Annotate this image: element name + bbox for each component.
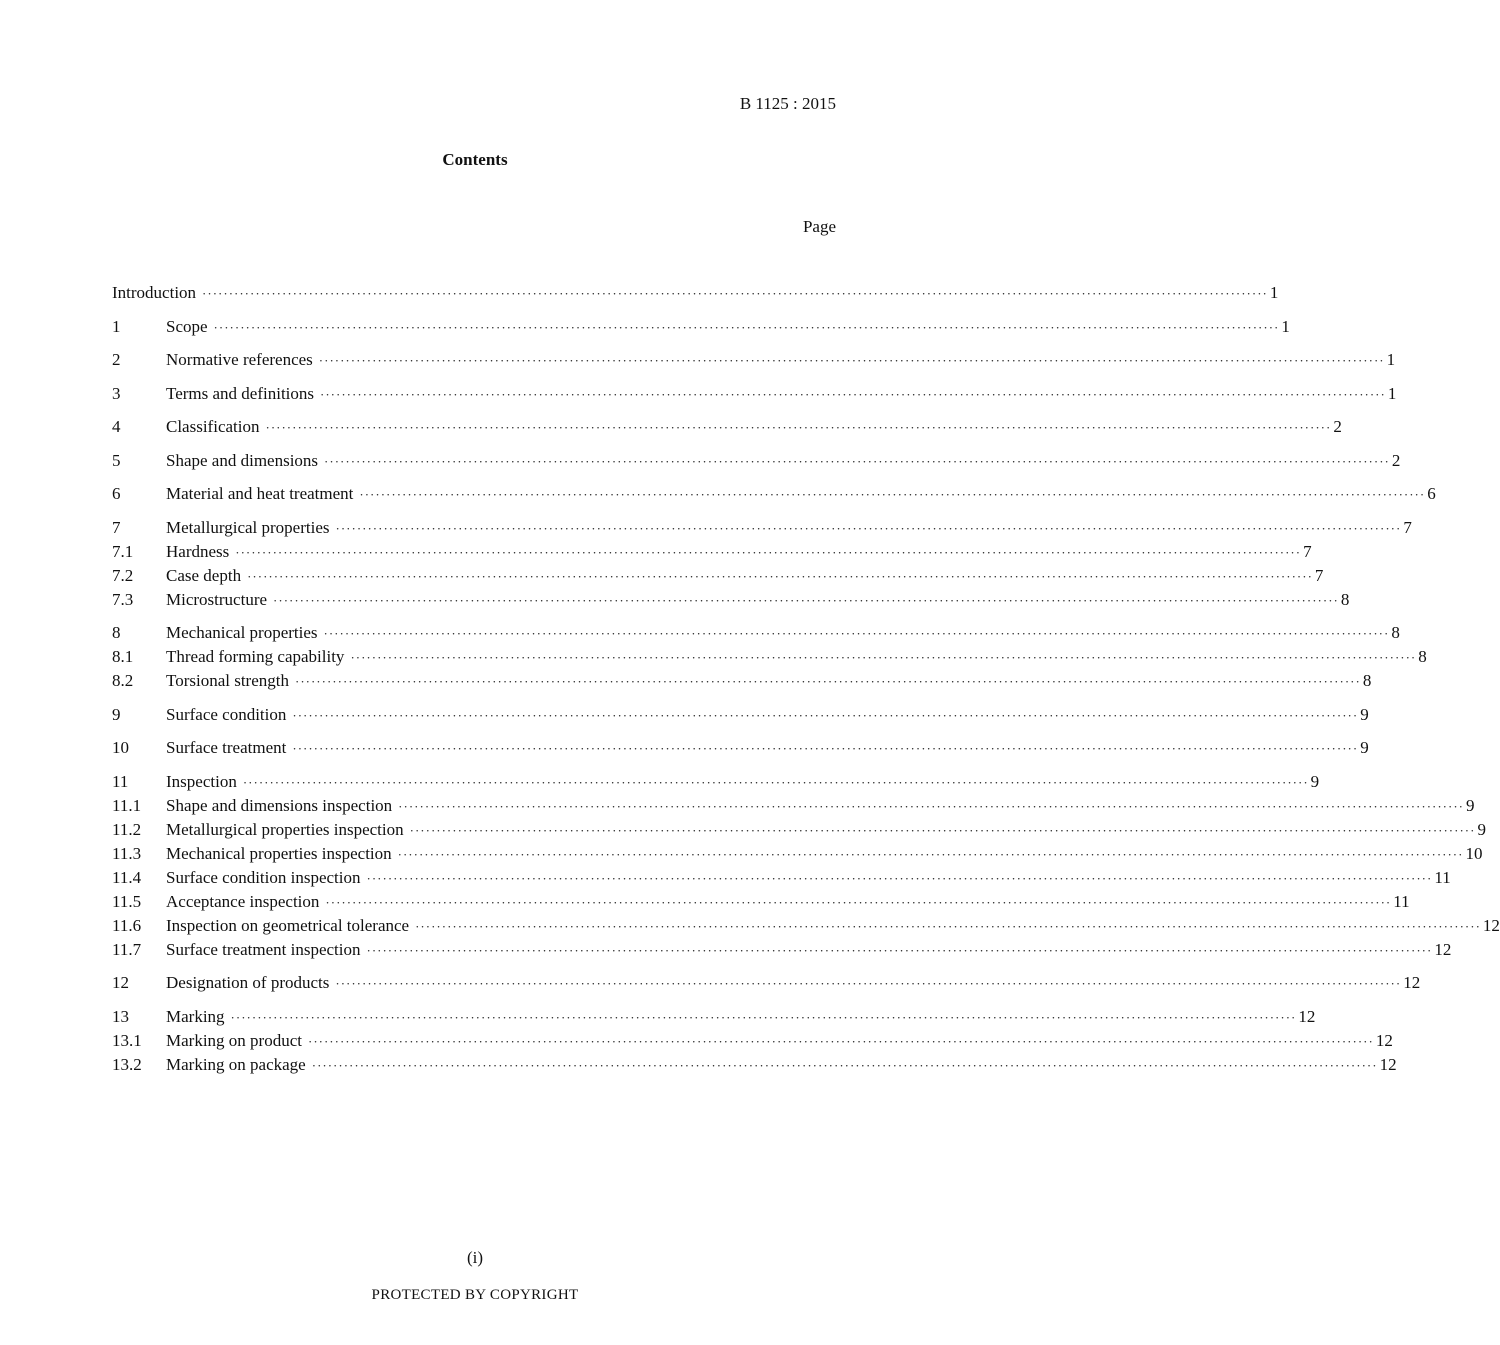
toc-entry-page: 1	[1269, 283, 1279, 302]
toc-entry-number: 1	[112, 316, 121, 336]
toc-entry-title: Acceptance inspection	[166, 891, 320, 911]
toc-entry-title: Microstructure	[166, 589, 268, 609]
toc-entry[interactable]	[112, 669, 1372, 693]
toc-entry[interactable]	[112, 540, 1312, 564]
toc-entry-title: Shape and dimensions inspection	[166, 795, 393, 815]
toc-entry-page: 7	[1403, 517, 1412, 537]
toc-entry-number: 7	[112, 517, 121, 537]
toc-entry-title: Surface treatment inspection	[166, 939, 361, 959]
toc-entry[interactable]	[112, 842, 1483, 866]
toc-leader-dots: ········································································································································································································	[335, 520, 1402, 536]
toc-entry-page: 8	[1340, 589, 1350, 609]
toc-entry[interactable]	[112, 348, 1396, 372]
toc-entry-title: Designation of products	[166, 973, 330, 992]
toc-entry[interactable]	[112, 1053, 1397, 1077]
toc-entry-page: 8	[1391, 623, 1400, 642]
toc-entry-number: 5	[112, 450, 121, 470]
toc-leader-dots: ········································································································································································································	[325, 894, 1392, 910]
toc-entry[interactable]	[112, 1029, 1393, 1053]
toc-entry-number: 11.5	[112, 891, 142, 911]
page-column-label: Page	[802, 217, 836, 236]
toc-leader-dots: ········································································································································································································	[409, 822, 1476, 838]
toc-leader-dots: ········································································································································································································	[366, 870, 1433, 886]
toc-leader-dots: ········································································································································································································	[273, 592, 1339, 608]
toc-leader-dots: ········································································································································································································	[230, 1009, 1297, 1025]
toc-entry-title: Metallurgical properties inspection	[166, 819, 404, 839]
toc-entry-number: 8.1	[112, 647, 134, 666]
toc-entry-number: 7.1	[112, 541, 134, 561]
toc-leader-dots: ········································································································································································································	[202, 286, 1268, 301]
toc-entry-page: 12	[1375, 1030, 1393, 1050]
toc-entry-number: 13	[112, 1006, 129, 1026]
toc-entry-title: Shape and dimensions	[166, 450, 319, 470]
toc-entry[interactable]	[112, 770, 1320, 794]
toc-leader-dots: ········································································································································································································	[350, 650, 1417, 665]
toc-entry-title: Terms and definitions	[166, 383, 315, 403]
toc-leader-dots: ········································································································································································································	[324, 453, 1390, 469]
toc-entry-number: 10	[112, 738, 129, 757]
toc-entry-title: Metallurgical properties	[166, 517, 330, 537]
contents-title: Contents	[442, 150, 508, 169]
toc-entry-number: 11.2	[112, 819, 142, 839]
toc-entry-page: 12	[1482, 915, 1500, 935]
toc-entry-number: 8	[112, 623, 121, 642]
toc-entry[interactable]	[112, 794, 1475, 818]
toc-entry-number: 13.2	[112, 1054, 142, 1074]
footer-page-number: (i)	[466, 1248, 484, 1267]
toc-entry-number: 9	[112, 704, 121, 724]
toc-leader-dots: ········································································································································································································	[398, 798, 1464, 814]
toc-entry[interactable]	[112, 645, 1427, 669]
toc-entry-page: 12	[1434, 939, 1452, 959]
toc-entry-title: Case depth	[166, 565, 242, 585]
toc-entry-page: 7	[1314, 565, 1324, 585]
toc-entry[interactable]	[112, 971, 1421, 995]
toc-leader-dots: ········································································································································································································	[359, 487, 1426, 502]
toc-leader-dots: ········································································································································································································	[397, 846, 1464, 862]
toc-entry-page: 1	[1281, 316, 1290, 336]
toc-entry[interactable]	[112, 415, 1342, 439]
toc-entry[interactable]	[112, 315, 1290, 339]
toc-entry-title: Classification	[166, 417, 260, 436]
toc-entry-page: 1	[1386, 350, 1396, 369]
toc-entry-page: 2	[1391, 450, 1401, 470]
toc-leader-dots: ········································································································································································································	[235, 544, 1302, 560]
toc-entry[interactable]	[112, 914, 1500, 938]
toc-leader-dots: ········································································································································································································	[292, 707, 1359, 723]
toc-entry-page: 12	[1403, 973, 1421, 992]
toc-entry-page: 6	[1427, 484, 1436, 503]
toc-entry[interactable]	[112, 281, 1279, 305]
toc-entry-page: 9	[1310, 771, 1320, 791]
toc-entry-title: Thread forming capability	[166, 647, 345, 666]
toc-entry-number: 11	[112, 771, 129, 791]
toc-entry-title: Introduction	[112, 283, 197, 302]
toc-entry[interactable]	[112, 588, 1350, 612]
toc-entry[interactable]	[112, 449, 1401, 473]
toc-entry-title: Scope	[166, 316, 208, 336]
footer-copyright: PROTECTED BY COPYRIGHT	[371, 1287, 579, 1303]
toc-entry-number: 11.1	[112, 795, 142, 815]
toc-entry[interactable]	[112, 1005, 1316, 1029]
toc-entry-page: 7	[1303, 541, 1312, 561]
toc-entry-title: Marking	[166, 1006, 225, 1026]
toc-entry-title: Surface condition inspection	[166, 867, 361, 887]
toc-entry[interactable]	[112, 382, 1397, 406]
toc-entry-title: Surface condition	[166, 704, 287, 724]
toc-entry-title: Material and heat treatment	[166, 484, 354, 503]
toc-entry-title: Surface treatment	[166, 738, 287, 757]
toc-entry-page: 12	[1379, 1054, 1397, 1074]
toc-entry-title: Inspection on geometrical tolerance	[166, 915, 410, 935]
toc-entry-page: 2	[1333, 417, 1342, 436]
toc-entry-page: 11	[1434, 867, 1451, 887]
toc-entry-page: 9	[1477, 819, 1486, 839]
toc-entry-title: Normative references	[166, 350, 313, 369]
toc-leader-dots: ········································································································································································································	[294, 674, 1361, 689]
toc-entry-title: Marking on package	[166, 1054, 306, 1074]
toc-entry[interactable]	[112, 938, 1452, 962]
toc-entry-number: 11.7	[112, 939, 142, 959]
toc-entry-title: Inspection	[166, 771, 237, 791]
document-id: B 1125 : 2015	[739, 94, 836, 113]
toc-entry-number: 11.4	[112, 867, 142, 887]
toc-entry-number: 7.2	[112, 565, 134, 585]
toc-entry-number: 6	[112, 484, 121, 503]
toc-entry-page: 9	[1360, 738, 1369, 757]
toc-entry[interactable]	[112, 736, 1369, 760]
toc-entry-title: Hardness	[166, 541, 230, 561]
toc-leader-dots: ········································································································································································································	[247, 568, 1313, 584]
toc-entry-number: 3	[112, 383, 121, 403]
toc-entry-page: 8	[1362, 671, 1372, 690]
toc-entry-number: 4	[112, 417, 121, 436]
toc-leader-dots: ········································································································································································································	[242, 774, 1309, 790]
toc-entry[interactable]	[112, 866, 1451, 890]
toc-entry[interactable]	[112, 621, 1400, 645]
toc-leader-dots: ········································································································································································································	[311, 1057, 1378, 1073]
toc-entry-page: 10	[1465, 843, 1483, 863]
table-of-contents	[112, 281, 1500, 1077]
toc-entry[interactable]	[112, 482, 1436, 506]
toc-leader-dots: ········································································································································································································	[415, 918, 1481, 934]
toc-leader-dots: ········································································································································································································	[335, 976, 1402, 991]
toc-entry-number: 8.2	[112, 671, 134, 690]
toc-leader-dots: ········································································································································································································	[307, 1033, 1374, 1049]
toc-entry-page: 9	[1466, 795, 1475, 815]
toc-entry-page: 8	[1418, 647, 1427, 666]
toc-leader-dots: ········································································································································································································	[323, 626, 1390, 641]
toc-entry[interactable]	[112, 890, 1410, 914]
toc-entry[interactable]	[112, 516, 1412, 540]
toc-leader-dots: ········································································································································································································	[366, 942, 1433, 958]
toc-entry-page: 9	[1360, 704, 1369, 724]
toc-entry-page: 12	[1298, 1006, 1316, 1026]
toc-entry-number: 13.1	[112, 1030, 142, 1050]
toc-leader-dots: ········································································································································································································	[318, 353, 1385, 368]
toc-entry[interactable]	[112, 818, 1486, 842]
toc-entry[interactable]	[112, 564, 1324, 588]
toc-entry-title: Mechanical properties inspection	[166, 843, 392, 863]
toc-entry-title: Torsional strength	[166, 671, 289, 690]
toc-entry-number: 2	[112, 350, 121, 369]
toc-entry[interactable]	[112, 703, 1369, 727]
toc-leader-dots: ········································································································································································································	[213, 319, 1280, 335]
toc-leader-dots: ········································································································································································································	[320, 386, 1386, 402]
toc-entry-page: 11	[1393, 891, 1410, 911]
toc-entry-number: 7.3	[112, 589, 134, 609]
toc-entry-page: 1	[1387, 383, 1397, 403]
toc-leader-dots: ········································································································································································································	[292, 741, 1359, 756]
toc-entry-number: 12	[112, 973, 129, 992]
toc-leader-dots: ········································································································································································································	[265, 420, 1332, 435]
toc-entry-number: 11.6	[112, 915, 142, 935]
toc-entry-title: Marking on product	[166, 1030, 302, 1050]
toc-entry-title: Mechanical properties	[166, 623, 318, 642]
toc-entry-number: 11.3	[112, 843, 142, 863]
